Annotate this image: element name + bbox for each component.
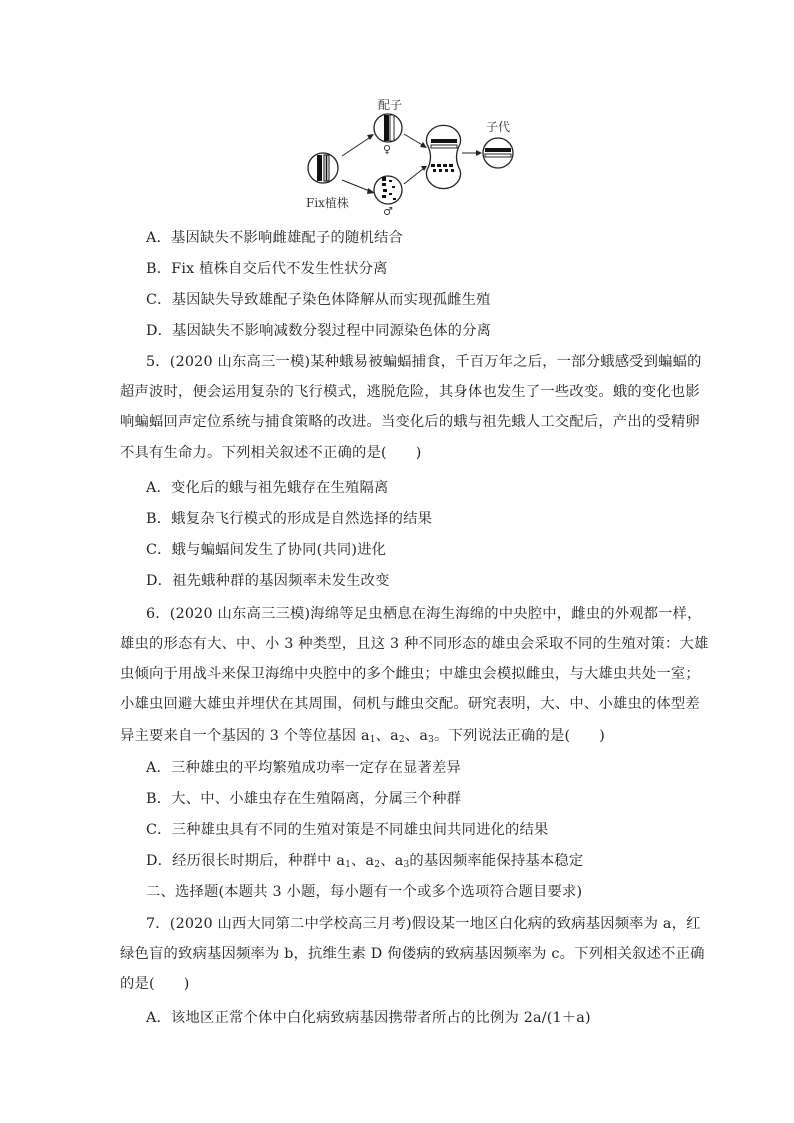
male-gamete-cell: [374, 176, 402, 204]
q4-option-a: A．基因缺失不影响雌雄配子的随机结合: [146, 230, 403, 246]
q5-stem-line-4: 不具有生命力。下列相关叙述不正确的是( ): [120, 445, 422, 461]
q6-stem-line-5: [120, 726, 605, 746]
q6-line5-text: 、a: [404, 728, 429, 744]
arrow-to-female-gamete: [342, 136, 372, 156]
q4-option-b: B．Fix 植株自交后代不发生性状分离: [146, 261, 388, 277]
q6-stem-line-2: 雄虫的形态有大、中、小 3 种类型，且这 3 种不同形态的雄虫会采取不同的生殖对策：大雄: [120, 636, 709, 652]
section-2-heading: 二、选择题(本题共 3 小题，每小题有一个或多个选项符合题目要求): [146, 884, 583, 900]
dividing-zygote: [426, 125, 461, 188]
q5-stem-line-1: 5．(2020 山东高三一模)某种蛾易被蝙蝠捕食，千百万年之后，一部分蛾感受到蝙蝠的: [146, 354, 702, 370]
label-fix-plant: Fix植株: [306, 196, 349, 210]
q7-stem-line-2: 绿色盲的致病基因频率为 b，抗维生素 D 佝偻病的致病基因频率为 c。下列相关叙述不正确: [120, 946, 705, 962]
arrow-to-male-gamete: [342, 180, 372, 192]
q5-option-c: C．蛾与蝙蝠间发生了协同(共同)进化: [146, 542, 387, 558]
female-symbol: ♀: [383, 143, 392, 156]
q5-stem-line-2: 超声波时，便会运用复杂的飞行模式，逃脱危险，其身体也发生了一些改变。蛾的变化也影: [120, 384, 700, 400]
female-gamete-cell: [374, 114, 402, 142]
arrow-male-to-zygote: [404, 168, 424, 184]
offspring-cell: [483, 138, 513, 168]
subscript: 1: [345, 860, 352, 870]
label-gamete: 配子: [378, 98, 403, 112]
q5-option-d: D．祖先蛾种群的基因频率未发生改变: [146, 573, 390, 589]
q6-option-d: [146, 851, 583, 871]
q6-option-d-text: 、a: [351, 853, 375, 869]
gamete-diagram: [300, 94, 520, 226]
label-offspring: 子代: [486, 120, 511, 134]
q5-stem-line-3: 响蝙蝠回声定位系统与捕食策略的改进。当变化后的蛾与祖先蛾人工交配后，产出的受精卵: [120, 414, 700, 430]
q5-option-b: B．蛾复杂飞行模式的形成是自然选择的结果: [146, 511, 433, 527]
q6-line5-text: 。下列说法正确的是( ): [434, 728, 606, 744]
q6-option-d-text: 的基因频率能保持基本稳定: [409, 853, 584, 869]
fix-plant-cell: [308, 153, 338, 183]
q4-option-d: D．基因缺失不影响减数分裂过程中同源染色体的分离: [146, 323, 492, 339]
q6-stem-line-3: 虫倾向于用战斗来保卫海绵中央腔中的多个雌虫；中雄虫会模拟雌虫，与大雄虫共处一室；: [120, 666, 700, 682]
q7-option-a: A．该地区正常个体中白化病致病基因携带者所占的比例为 2a/(1＋a): [146, 1010, 591, 1026]
subscript: 3: [403, 860, 410, 870]
arrow-female-to-zygote: [404, 134, 424, 146]
q6-stem-line-4: 小雄虫回避大雄虫并埋伏在其周围，伺机与雌虫交配。研究表明，大、中、小雄虫的体型差: [120, 696, 700, 712]
q5-option-a: A．变化后的蛾与祖先蛾存在生殖隔离: [146, 480, 389, 496]
q6-line5-text: 异主要来自一个基因的 3 个等位基因 a: [120, 728, 370, 744]
subscript: 2: [398, 735, 405, 745]
q4-option-c: C．基因缺失导致雄配子染色体降解从而实现孤雌生殖: [146, 292, 491, 308]
subscript: 1: [369, 735, 376, 745]
q6-stem-line-1: 6．(2020 山东高三三模)海绵等足虫栖息在海生海绵的中央腔中，雌虫的外观都一样，: [146, 606, 702, 622]
male-symbol: ♂: [383, 205, 393, 218]
subscript: 2: [374, 860, 381, 870]
q6-option-d-text: 、a: [380, 853, 404, 869]
q6-option-a: A．三种雄虫的平均繁殖成功率一定存在显著差异: [146, 760, 461, 776]
q6-option-b: B．大、中、小雄虫存在生殖隔离，分属三个种群: [146, 791, 462, 807]
subscript: 3: [428, 735, 434, 745]
q7-stem-line-3: 的是( ): [120, 976, 190, 992]
q6-option-c: C．三种雄虫具有不同的生殖对策是不同雄虫间共同进化的结果: [146, 822, 549, 838]
q7-stem-line-1: 7．(2020 山西大同第二中学校高三月考)假设某一地区白化病的致病基因频率为 a，红: [146, 916, 701, 932]
q6-line5-text: 、a: [375, 728, 399, 744]
q6-option-d-text: D．经历很长时期后，种群中 a: [146, 853, 346, 869]
